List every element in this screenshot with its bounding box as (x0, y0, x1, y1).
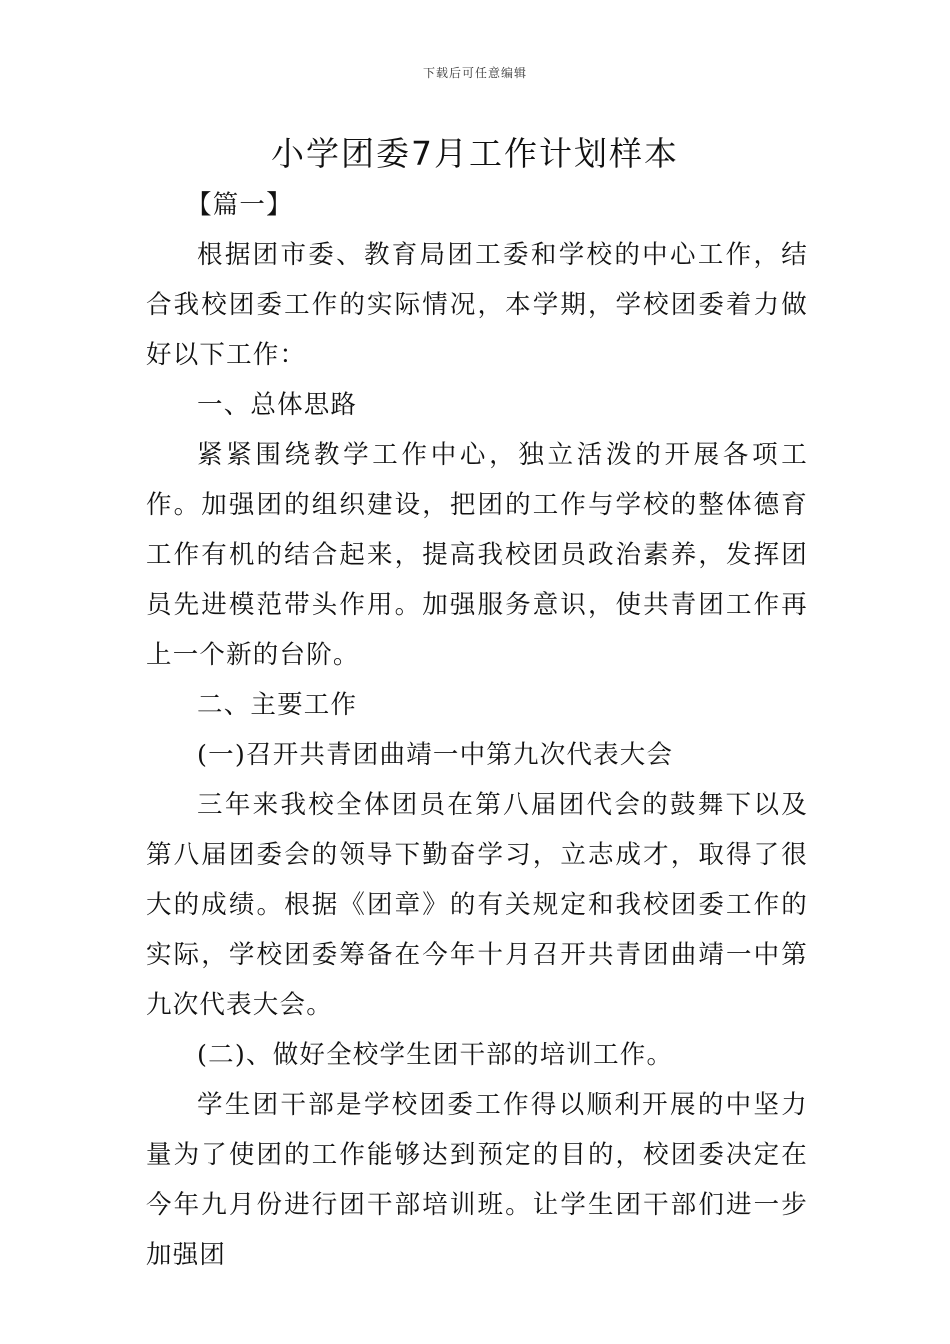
subheading-training: (二)、做好全校学生团干部的培训工作。 (197, 1040, 674, 1070)
paragraph-intro: 根据团市委、教育局团工委和学校的中心工作，结合我校团委工作的实际情况，本学期，学校团委着力做好以下工作： (146, 240, 808, 370)
paragraph-congress: 三年来我校全体团员在第八届团代会的鼓舞下以及第八届团委会的领导下勤奋学习，立志成才，取得了很大的成绩。根据《团章》的有关规定和我校团委工作的实际，学校团委筹备在今年十月召开共青团曲靖一中第九次代表大会。 (146, 790, 808, 1020)
document-title: 小学团委7月工作计划样本 (271, 134, 679, 173)
paragraph-approach: 紧紧围绕教学工作中心，独立活泼的开展各项工作。加强团的组织建设，把团的工作与学校的整体德育工作有机的结合起来，提高我校团员政治素养，发挥团员先进模范带头作用。加强服务意识，使共青团工作再上一个新的台阶。 (146, 440, 808, 670)
header-note: 下载后可任意编辑 (422, 66, 527, 80)
subheading-congress: (一)召开共青团曲靖一中第九次代表大会 (197, 740, 674, 770)
document-body (146, 180, 808, 1280)
paragraph-training: 学生团干部是学校团委工作得以顺利开展的中坚力量为了使团的工作能够达到预定的目的，校团委决定在今年九月份进行团干部培训班。让学生团干部们进一步加强团 (146, 1090, 808, 1270)
heading-main-work: 二、主要工作 (197, 690, 358, 720)
heading-overall-approach: 一、总体思路 (197, 390, 358, 420)
section-label: 【篇一】 (186, 190, 293, 220)
